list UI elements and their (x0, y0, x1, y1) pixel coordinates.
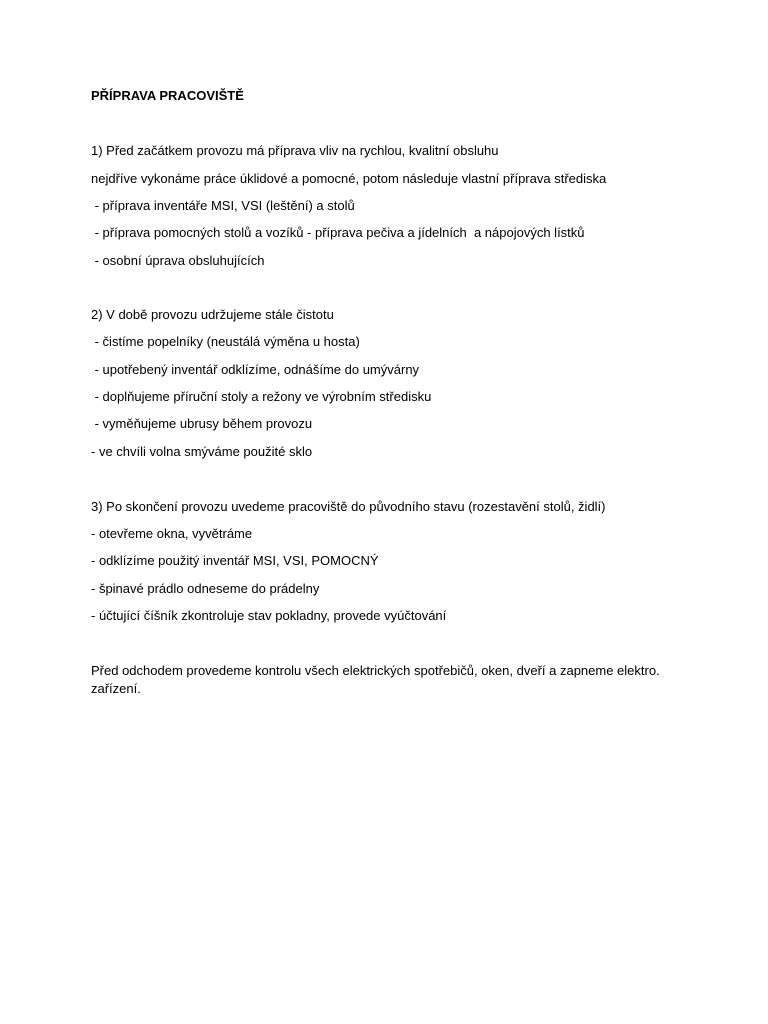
section2-item: - doplňujeme příruční stoly a režony ve výrobním středisku (91, 389, 432, 404)
section3-heading: 3) Po skončení provozu uvedeme pracoviště do původního stavu (rozestavění stolů, židlí) (91, 499, 606, 514)
section2-heading: 2) V době provozu udržujeme stále čistotu (91, 307, 334, 322)
section1-item: - osobní úprava obsluhujících (91, 253, 265, 268)
section3-item: - odklízíme použitý inventář MSI, VSI, POMOCNÝ (91, 553, 379, 568)
section1-item: - příprava pomocných stolů a vozíků - příprava pečiva a jídelních a nápojových lístků (91, 225, 585, 240)
section1-item: - příprava inventáře MSI, VSI (leštění) a stolů (91, 198, 355, 213)
closing-paragraph: Před odchodem provedeme kontrolu všech elektrických spotřebičů, oken, dveří a zapneme elektro. zařízení. (91, 663, 660, 696)
section2-item: - vyměňujeme ubrusy během provozu (91, 416, 313, 431)
section2-item: - čistíme popelníky (neustálá výměna u hosta) (91, 334, 360, 349)
section3-item: - otevřeme okna, vyvětráme (91, 526, 253, 541)
document-title: PŘÍPRAVA PRACOVIŠTĚ (91, 88, 244, 103)
section3-item: - účtující číšník zkontroluje stav pokladny, provede vyúčtování (91, 608, 447, 623)
section1-intro: nejdříve vykonáme práce úklidové a pomocné, potom následuje vlastní příprava střediska (91, 171, 607, 186)
section2-item: - upotřebený inventář odklízíme, odnášíme do umývárny (91, 362, 420, 377)
section2-item: - ve chvíli volna smýváme použité sklo (91, 444, 313, 459)
section3-item: - špinavé prádlo odneseme do prádelny (91, 581, 320, 596)
section1-heading: 1) Před začátkem provozu má příprava vliv na rychlou, kvalitní obsluhu (91, 143, 499, 158)
